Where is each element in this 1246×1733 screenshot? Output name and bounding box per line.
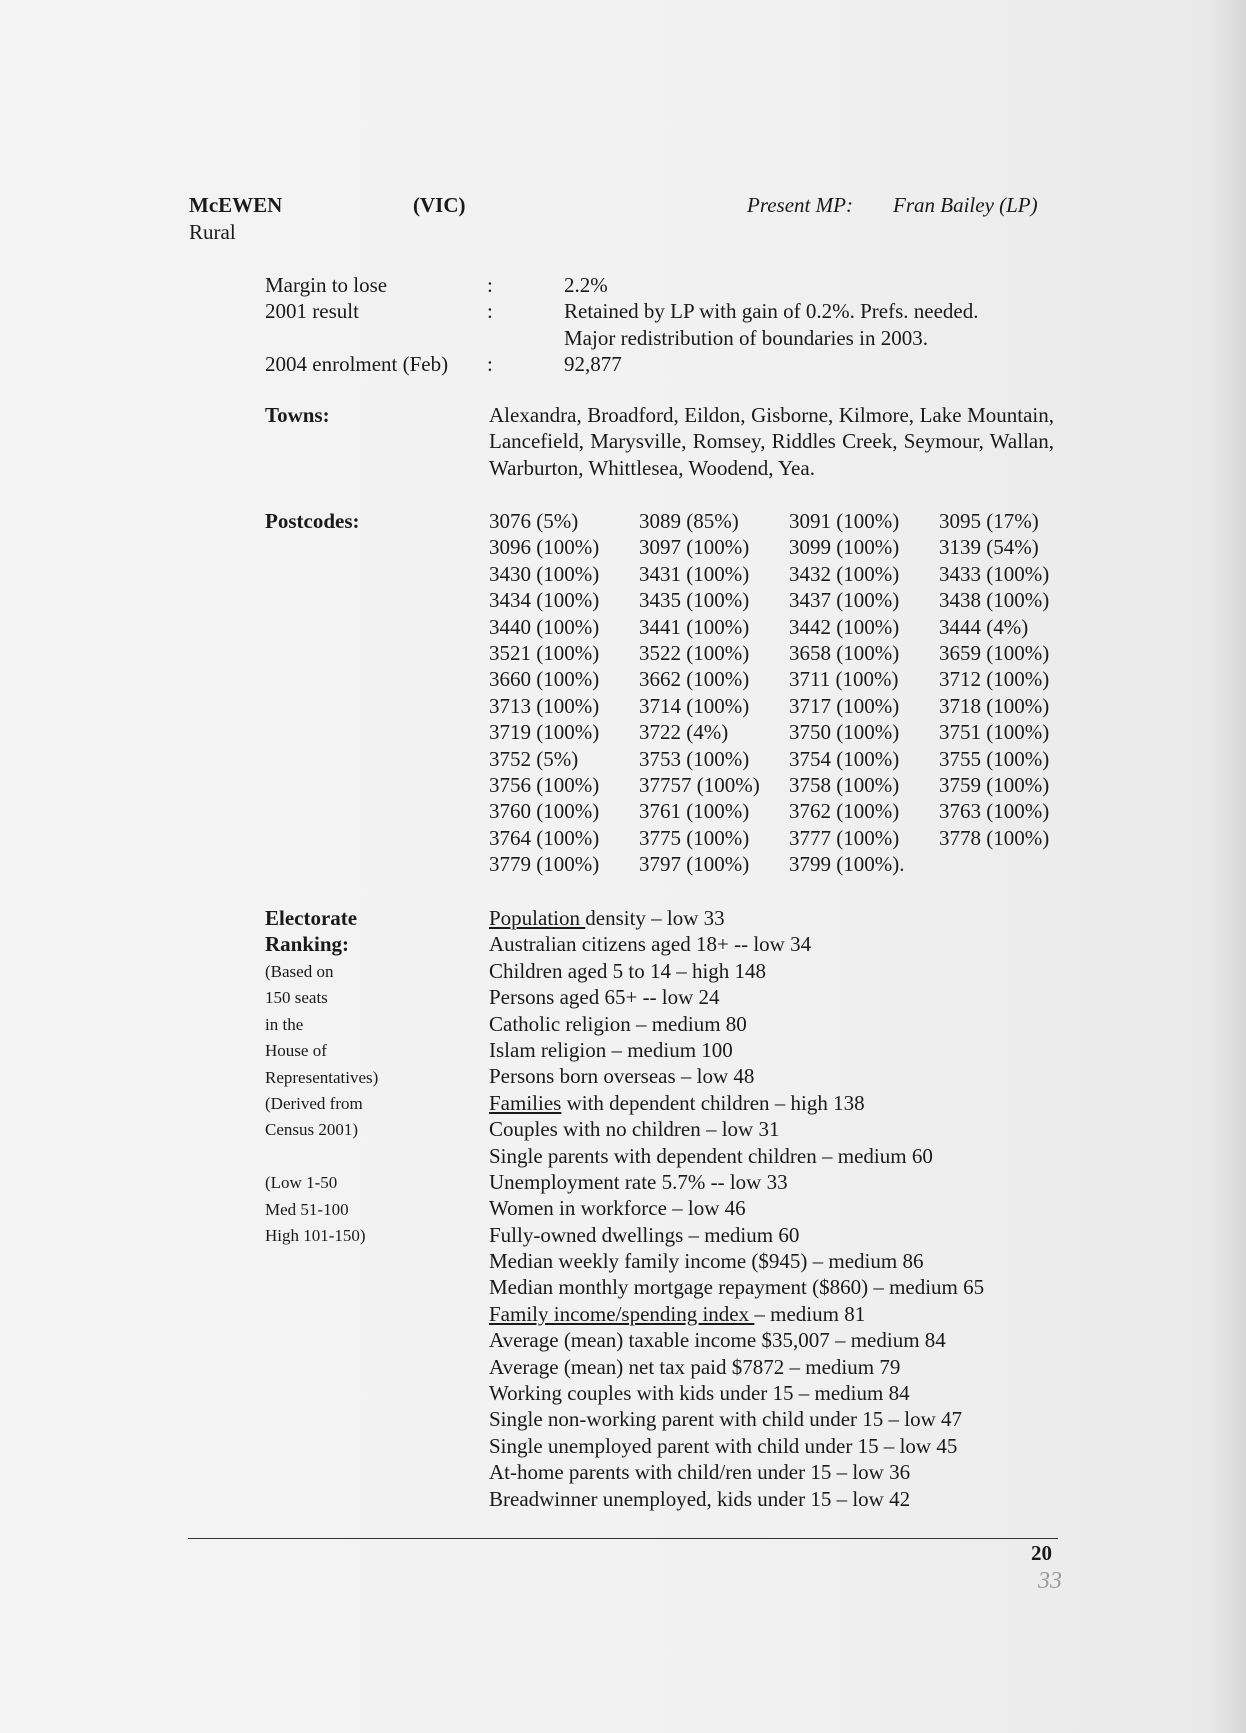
state-code: (VIC) (413, 193, 466, 217)
ranking-item (489, 1459, 984, 1485)
ranking-item-text: – medium 81 (754, 1301, 866, 1326)
postcode-entry: 3799 (100%). (789, 852, 905, 877)
postcode-entry: 3750 (100%) (789, 720, 900, 745)
ranking-item (489, 1011, 984, 1037)
ranking-item-text: Women in workforce – low 46 (489, 1196, 746, 1221)
summary-colon: : (487, 352, 493, 377)
postcode-entry: 3759 (100%) (939, 772, 1050, 797)
postcode-entry: 3753 (100%) (639, 746, 750, 771)
postcode-entry: 3714 (100%) (639, 693, 750, 718)
postcode-entry: 3658 (100%) (789, 640, 900, 665)
ranking-item (489, 1274, 984, 1300)
postcode-entry: 3431 (100%) (639, 561, 750, 586)
ranking-item (489, 1143, 984, 1169)
postcode-entry: 3438 (100%) (939, 588, 1050, 613)
ranking-item-text: Average (mean) net tax paid $7872 – medium 79 (489, 1354, 901, 1379)
ranking-item-underlined: Families (489, 1090, 562, 1115)
ranking-item (489, 1354, 984, 1380)
ranking-item-text: Islam religion – medium 100 (489, 1037, 733, 1062)
postcode-entry: 3761 (100%) (639, 799, 750, 824)
postcode-entry: 3751 (100%) (939, 720, 1050, 745)
postcode-entry: 3718 (100%) (939, 693, 1050, 718)
ranking-item-text: Fully-owned dwellings – medium 60 (489, 1222, 800, 1247)
postcode-entry: 3712 (100%) (939, 667, 1050, 692)
postcode-entry: 3442 (100%) (789, 614, 900, 639)
ranking-item-text: Persons born overseas – low 48 (489, 1064, 755, 1089)
ranking-item-text: with dependent children – high 138 (561, 1090, 865, 1115)
ranking-item-text: Single unemployed parent with child under 15 – low 45 (489, 1433, 958, 1458)
handwritten-page-number: 33 (1038, 1568, 1062, 1594)
ranking-item-text: Median weekly family income ($945) – medium 86 (489, 1249, 924, 1274)
postcode-entry: 3076 (5%) (489, 509, 579, 533)
ranking-item-text: Unemployment rate 5.7% -- low 33 (489, 1169, 788, 1194)
ranking-item (489, 1037, 984, 1063)
ranking-note: Census 2001) (265, 1120, 359, 1140)
ranking-note: (Derived from (265, 1093, 363, 1113)
postcode-entry: 3437 (100%) (789, 588, 900, 613)
postcode-entry: 3797 (100%) (639, 852, 750, 877)
summary-label: 2004 enrolment (Feb) (265, 352, 449, 377)
ranking-notes (265, 959, 378, 1249)
postcode-entry: 3441 (100%) (639, 614, 750, 639)
postcode-entry: 3722 (4%) (639, 720, 729, 745)
footer-rule (188, 1538, 1058, 1539)
electorate-name: McEWEN (189, 193, 283, 217)
postcode-entry: 3752 (5%) (489, 746, 579, 771)
postcode-entry: 3659 (100%) (939, 640, 1050, 665)
postcode-entry: 3779 (100%) (489, 852, 600, 877)
ranking-label-line2: Ranking: (265, 932, 350, 957)
ranking-item (489, 1406, 984, 1432)
postcode-entry: 3758 (100%) (789, 772, 900, 797)
ranking-item (489, 1486, 984, 1512)
ranking-note: (Low 1-50 (265, 1173, 338, 1193)
ranking-item (489, 1169, 984, 1195)
ranking-item-text: At-home parents with child/ren under 15 – low 36 (489, 1460, 911, 1485)
ranking-note: House of (265, 1041, 327, 1061)
ranking-note (265, 1144, 378, 1170)
postcode-entry: 3760 (100%) (489, 799, 600, 824)
ranking-item (489, 1090, 984, 1116)
ranking-item-text: Single non-working parent with child under 15 – low 47 (489, 1407, 963, 1432)
ranking-item-text: Persons aged 65+ -- low 24 (489, 985, 720, 1010)
ranking-label-line1: Electorate (265, 906, 358, 930)
summary-value: Retained by LP with gain of 0.2%. Prefs. needed. (564, 299, 979, 324)
postcode-entry: 3778 (100%) (939, 825, 1050, 850)
ranking-item (489, 1222, 984, 1248)
ranking-item (489, 1380, 984, 1406)
ranking-item (489, 1116, 984, 1142)
postcode-entry: 3434 (100%) (489, 588, 600, 613)
ranking-item (489, 931, 984, 957)
ranking-item (489, 984, 984, 1010)
summary-label: Margin to lose (265, 273, 388, 297)
present-mp: Fran Bailey (LP) (893, 193, 1038, 217)
postcode-entry: 3754 (100%) (789, 746, 900, 771)
ranking-item-text: Single parents with dependent children – medium 60 (489, 1143, 933, 1168)
postcode-entry: 3764 (100%) (489, 825, 600, 850)
ranking-item (489, 1433, 984, 1459)
summary-value: Major redistribution of boundaries in 2003. (564, 325, 928, 350)
postcode-entry: 3440 (100%) (489, 614, 600, 639)
postcode-entry: 3139 (54%) (939, 535, 1039, 560)
postcode-entry: 3775 (100%) (639, 825, 750, 850)
towns-label: Towns: (265, 403, 330, 427)
postcode-entry: 3095 (17%) (939, 509, 1039, 533)
postcode-entry: 3521 (100%) (489, 640, 600, 665)
summary-colon: : (487, 299, 493, 324)
postcodes-grid (489, 508, 1059, 877)
ranking-item (489, 1301, 984, 1327)
ranking-item-text: Breadwinner unemployed, kids under 15 – low 42 (489, 1486, 911, 1511)
electorate-category: Rural (189, 220, 236, 244)
postcode-entry: 3660 (100%) (489, 667, 600, 692)
postcodes-label: Postcodes: (265, 509, 360, 533)
ranking-note: in the (265, 1014, 304, 1034)
ranking-item (489, 1195, 984, 1221)
ranking-item-text: Australian citizens aged 18+ -- low 34 (489, 932, 812, 957)
postcode-entry: 3755 (100%) (939, 746, 1050, 771)
ranking-item-text: Catholic religion – medium 80 (489, 1011, 747, 1036)
postcode-entry: 3763 (100%) (939, 799, 1050, 824)
postcode-entry: 3777 (100%) (789, 825, 900, 850)
ranking-item (489, 1248, 984, 1274)
ranking-item-underlined: Family income/spending index (489, 1301, 755, 1326)
ranking-item (489, 905, 984, 931)
ranking-item-text: Average (mean) taxable income $35,007 – medium 84 (489, 1328, 946, 1353)
postcode-entry: 3091 (100%) (789, 509, 900, 533)
page-number: 20 (1031, 1541, 1052, 1565)
postcode-entry: 3435 (100%) (639, 588, 750, 613)
ranking-item (489, 1327, 984, 1353)
postcode-entry: 3713 (100%) (489, 693, 600, 718)
ranking-item-text: Working couples with kids under 15 – medium 84 (489, 1381, 910, 1406)
ranking-item-text: density – low 33 (585, 906, 725, 930)
postcode-entry: 3099 (100%) (789, 535, 900, 560)
ranking-list (489, 905, 984, 1512)
towns-list: Alexandra, Broadford, Eildon, Gisborne, Kilmore, Lake Mountain, Lancefield, Marysville, Romsey, Riddles Creek, Seymour, Wallan, Warburton, Whittlesea, Woodend, Yea. (489, 403, 1054, 480)
ranking-item (489, 958, 984, 984)
postcode-entry: 3097 (100%) (639, 535, 750, 560)
postcode-entry: 3522 (100%) (639, 640, 750, 665)
postcode-entry: 3719 (100%) (489, 720, 600, 745)
summary-colon: : (487, 273, 493, 297)
ranking-item-underlined: Population (489, 906, 586, 930)
postcode-entry: 3096 (100%) (489, 535, 600, 560)
ranking-note: Med 51-100 (265, 1199, 349, 1219)
postcode-entry: 37757 (100%) (639, 772, 760, 797)
ranking-item (489, 1063, 984, 1089)
postcode-entry: 3433 (100%) (939, 561, 1050, 586)
postcode-entry: 3717 (100%) (789, 693, 900, 718)
postcode-entry: 3756 (100%) (489, 772, 600, 797)
summary-label: 2001 result (265, 299, 359, 324)
postcode-entry: 3432 (100%) (789, 561, 900, 586)
ranking-note: 150 seats (265, 988, 328, 1008)
postcode-entry: 3430 (100%) (489, 561, 600, 586)
postcode-entry: 3444 (4%) (939, 614, 1029, 639)
ranking-note: Representatives) (265, 1067, 379, 1087)
ranking-note: High 101-150) (265, 1225, 366, 1245)
ranking-item-text: Median monthly mortgage repayment ($860) – medium 65 (489, 1275, 985, 1300)
summary-value: 92,877 (564, 352, 622, 377)
postcode-entry: 3711 (100%) (789, 667, 899, 692)
ranking-item-text: Couples with no children – low 31 (489, 1117, 780, 1142)
ranking-note: (Based on (265, 962, 334, 981)
summary-value: 2.2% (564, 273, 608, 297)
present-mp-label: Present MP: (747, 193, 853, 217)
postcode-entry: 3762 (100%) (789, 799, 900, 824)
ranking-item-text: Children aged 5 to 14 – high 148 (489, 958, 767, 983)
postcode-entry: 3662 (100%) (639, 667, 750, 692)
postcode-entry: 3089 (85%) (639, 509, 739, 533)
